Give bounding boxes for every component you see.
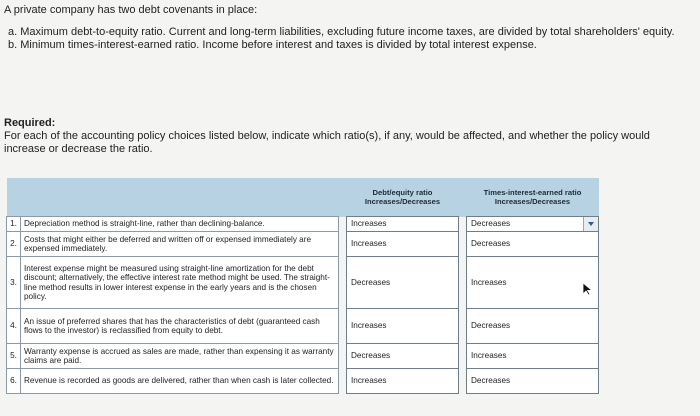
row-description: Revenue is recorded as goods are delivered, rather than when cash is later collected.	[21, 369, 339, 394]
debt-equity-select-4[interactable]: Increases	[347, 309, 459, 344]
table-header-spacer	[459, 178, 467, 217]
mouse-pointer-icon	[582, 282, 594, 296]
row-description: Warranty expense is accrued as sales are made, rather than expensing it as warranty claims are paid.	[21, 344, 339, 369]
debt-equity-select-1[interactable]: Increases	[347, 217, 459, 232]
times-interest-select-1[interactable]: Decreases	[467, 217, 599, 232]
times-interest-select-4[interactable]: Decreases	[467, 309, 599, 344]
times-interest-header: Times-interest-earned ratio Increases/Decreases	[467, 178, 599, 217]
row-number: 6.	[7, 369, 21, 394]
times-interest-select-3[interactable]: Increases	[467, 257, 599, 309]
table-row	[7, 217, 599, 232]
debt-equity-select-5[interactable]: Decreases	[347, 344, 459, 369]
table-row	[7, 344, 599, 369]
row-description: Interest expense might be measured using straight-line amortization for the debt discount; alternatively, the effective interest rate method might be used. The straight-line method results in lower interest expense in the early years and is the chosen policy.	[21, 257, 339, 309]
row-number: 5.	[7, 344, 21, 369]
row-description: An issue of preferred shares that has the characteristics of debt (guaranteed cash flows to the investor) is reclassified from equity to debt.	[21, 309, 339, 344]
row-number: 4.	[7, 309, 21, 344]
required-section	[4, 117, 694, 156]
times-interest-select-2[interactable]: Decreases	[467, 232, 599, 257]
times-interest-select-6[interactable]: Decreases	[467, 369, 599, 394]
row-number: 3.	[7, 257, 21, 309]
debt-equity-select-6[interactable]: Increases	[347, 369, 459, 394]
required-heading: Required:	[4, 117, 56, 129]
covenant-a: a. Maximum debt-to-equity ratio. Current and long-term liabilities, excluding future income taxes, are divided by total shareholders' equity.	[8, 26, 675, 38]
row-number: 1.	[7, 217, 21, 232]
table-row	[7, 232, 599, 257]
intro-section	[4, 4, 694, 52]
policy-table	[6, 178, 599, 394]
dropdown-toggle[interactable]	[583, 217, 598, 231]
required-text: For each of the accounting policy choices listed below, indicate which ratio(s), if any, would be affected, and whether the policy would increase or decrease the ratio.	[4, 130, 650, 155]
table-row	[7, 369, 599, 394]
row-number: 2.	[7, 232, 21, 257]
row-description: Depreciation method is straight-line, rather than declining-balance.	[21, 217, 339, 232]
debt-equity-select-3[interactable]: Decreases	[347, 257, 459, 309]
times-interest-select-5[interactable]: Increases	[467, 344, 599, 369]
table-row	[7, 257, 599, 309]
row-description: Costs that might either be deferred and written off or expensed immediately are expensed immediately.	[21, 232, 339, 257]
covenant-b: b. Minimum times-interest-earned ratio. Income before interest and taxes is divided by total interest expense.	[8, 39, 537, 51]
debt-equity-header: Debt/equity ratio Increases/Decreases	[347, 178, 459, 217]
table-header-blank	[7, 178, 347, 217]
chevron-down-icon	[588, 222, 594, 226]
debt-equity-select-2[interactable]: Increases	[347, 232, 459, 257]
intro-lead: A private company has two debt covenants in place:	[4, 4, 258, 16]
table-row	[7, 309, 599, 344]
